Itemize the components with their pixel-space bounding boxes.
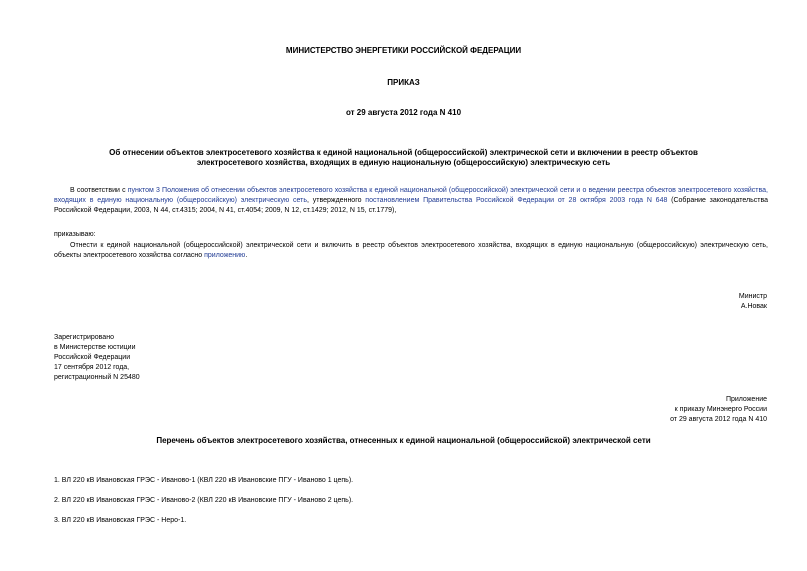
signature-position: Министр (738, 293, 767, 300)
ministry-heading: МИНИСТЕРСТВО ЭНЕРГЕТИКИ РОССИЙСКОЙ ФЕДЕРАЦИИ (285, 46, 522, 55)
order-paragraph (54, 241, 768, 261)
appendix-line: Приложение (725, 396, 767, 403)
title-line-2: электросетевого хозяйства, входящих в единую национальную (общероссийскую) электрическую сеть (196, 158, 611, 167)
preamble-middle: , утвержденного (307, 197, 366, 204)
appendix-line: от 29 августа 2012 года N 410 (670, 416, 767, 423)
title-line-1: Об отнесении объектов электросетевого хозяйства к единой национальной (общероссийской) электрической сети и включении в реестр объектов (109, 148, 698, 157)
signature-name: А.Новак (740, 303, 767, 310)
registration-block (54, 333, 140, 383)
appendix-line: к приказу Минэнерго России (674, 406, 767, 413)
order-text: Отнести к единой национальной (общероссийской) электрической сети и включить в реестр объектов электросетевого хозяйства, входящих в единую национальную (общероссийскую) электрическую сеть, объекты электросетевого хозяйства согласно (54, 242, 768, 259)
registration-line: в Министерстве юстиции (54, 344, 136, 351)
list-item: 1. ВЛ 220 кВ Ивановская ГРЭС - Иваново-1 (КВЛ 220 кВ Ивановские ПГУ - Иваново 1 цепь). (54, 477, 354, 484)
registration-line: 17 сентября 2012 года, (54, 364, 130, 371)
registration-line: Зарегистрировано (54, 334, 114, 341)
list-item: 3. ВЛ 220 кВ Ивановская ГРЭС - Неро-1. (54, 517, 187, 524)
order-word: приказываю: (54, 231, 96, 238)
registration-line: Российской Федерации (54, 354, 131, 361)
preamble-prefix: В соответствии с (70, 187, 128, 194)
appendix-title: Перечень объектов электросетевого хозяйства, отнесенных к единой национальной (общероссийской) электрической сети (156, 436, 651, 445)
doc-type-heading: ПРИКАЗ (387, 78, 420, 87)
list-item: 2. ВЛ 220 кВ Ивановская ГРЭС - Иваново-2 (КВЛ 220 кВ Ивановские ПГУ - Иваново 2 цепь). (54, 497, 354, 504)
date-number-heading: от 29 августа 2012 года N 410 (345, 108, 462, 117)
preamble-paragraph (54, 186, 768, 216)
appendix-header (670, 395, 767, 425)
preamble-suffix: (Собрание законодательства Российской Федерации, 2003, N 44, ст.4315; 2004, N 41, ст.4054; 2009, N 12, ст.1429; 2012, N 15, ст.1779), (54, 197, 769, 214)
position-link[interactable]: пунктом 3 Положения об отнесении объектов электросетевого хозяйства к единой национальной (общероссийской) электрической сети и о ведении реестра объектов электросетевого хозяйства, входящих в единую национальную (общероссийскую) электрическую сеть (54, 187, 768, 204)
resolution-link[interactable]: постановлением Правительства Российской Федерации от 28 октября 2003 года N 648 (365, 197, 668, 204)
order-text-suffix: . (245, 252, 248, 259)
appendix-link[interactable]: приложению (204, 252, 246, 259)
registration-line: регистрационный N 25480 (54, 374, 140, 381)
